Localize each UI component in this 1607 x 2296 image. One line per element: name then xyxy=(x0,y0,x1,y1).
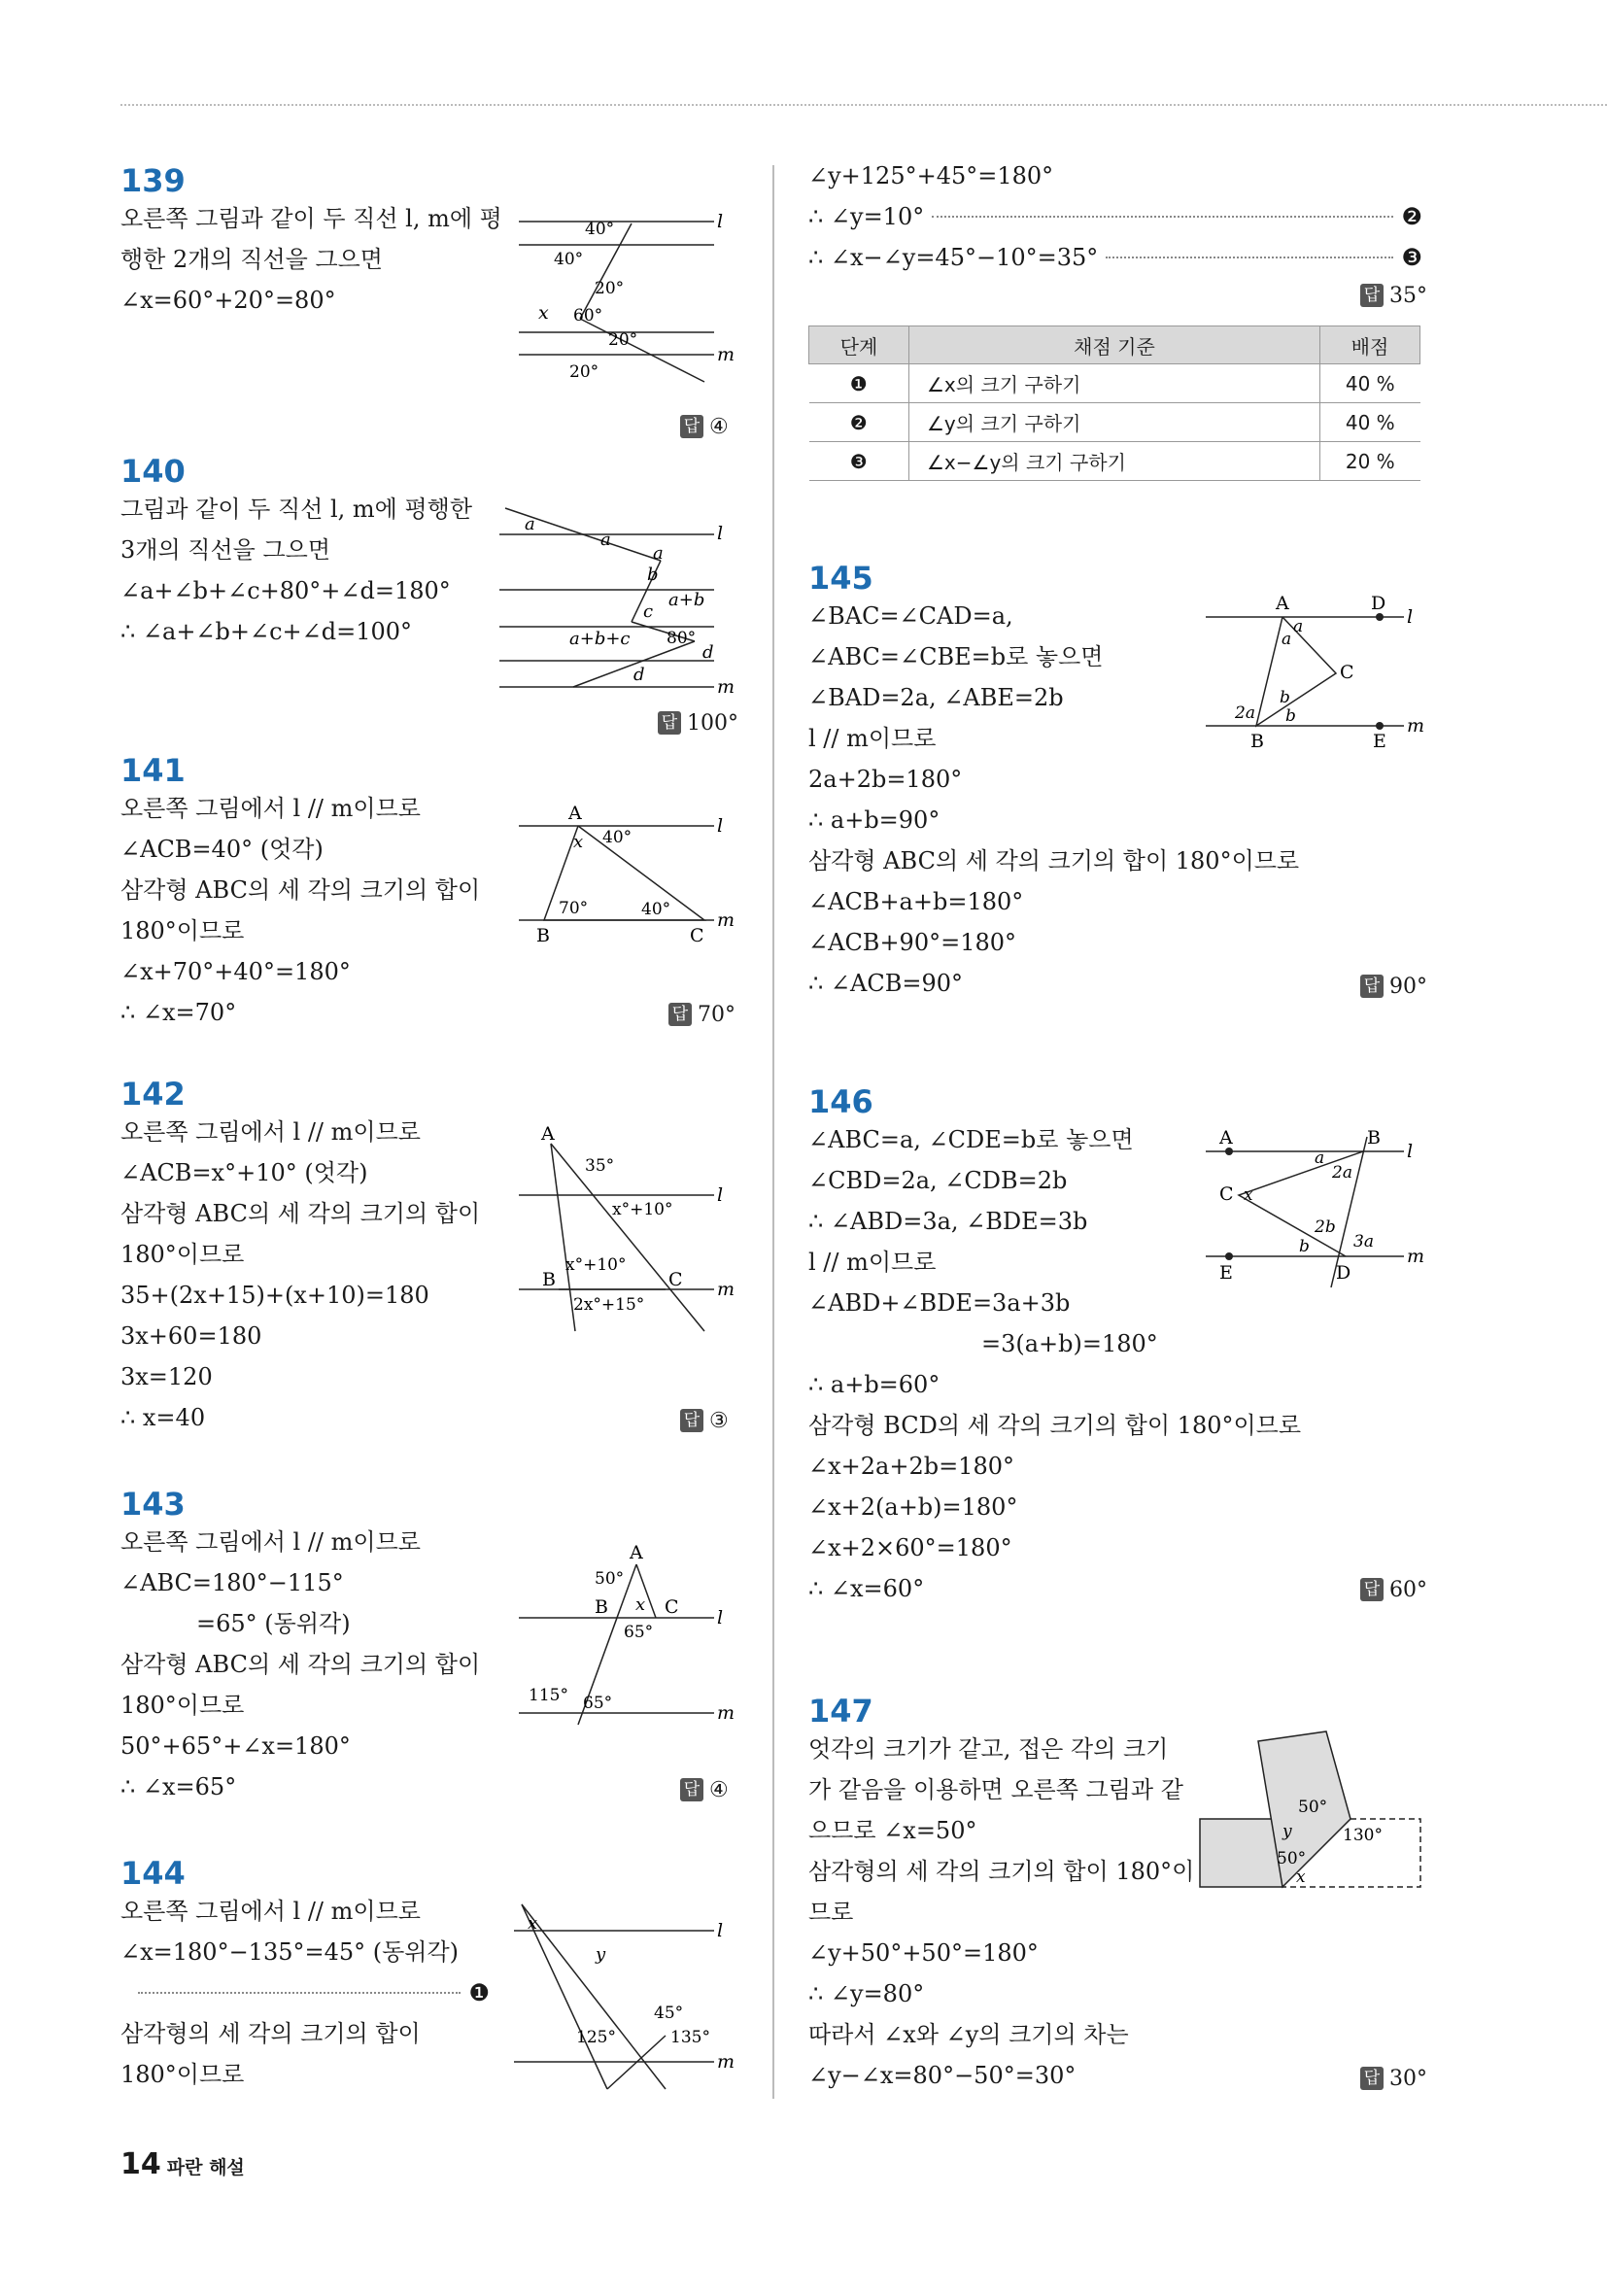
problem-number: 144 xyxy=(120,1855,186,1892)
solution-line: ∴ ∠x=60° xyxy=(808,1575,925,1602)
figure-140 xyxy=(496,500,738,700)
fig-label: l xyxy=(717,1184,724,1206)
fig-label: A xyxy=(541,1123,555,1145)
figure-146 xyxy=(1200,1117,1433,1302)
fig-label: c xyxy=(643,601,654,622)
problem-147 xyxy=(808,1694,1194,2096)
fig-label: x°+10° xyxy=(612,1200,673,1219)
solution-line: 오른쪽 그림에서 l // m이므로 xyxy=(120,1898,421,1925)
book-title: 파란 해설 xyxy=(166,2157,245,2178)
fig-label: B xyxy=(1250,731,1264,752)
fig-label: m xyxy=(717,676,735,698)
problem-144 xyxy=(120,1856,490,2095)
solution-line: ∴ ∠y=80° xyxy=(808,1980,925,2007)
problem-141 xyxy=(120,753,480,1033)
solution-line: ∠ACB=40° (엇각) xyxy=(120,836,324,863)
fig-label: a xyxy=(1293,617,1304,636)
fig-label: 2b xyxy=(1315,1217,1336,1237)
answer-value: 30° xyxy=(1389,2067,1427,2091)
step-marker: ❸ xyxy=(1401,244,1422,271)
solution-line: 삼각형의 세 각의 크기의 합이 xyxy=(120,2020,421,2047)
solution-line: 오른쪽 그림과 같이 두 직선 l, m에 평 xyxy=(120,205,502,232)
answer-143: 답 ④ xyxy=(680,1778,729,1802)
solution-line: ∴ ∠x=70° xyxy=(120,999,237,1026)
fig-label: l xyxy=(1407,606,1414,628)
answer-139: 답 ④ xyxy=(680,415,729,439)
fig-label: y xyxy=(1282,1822,1292,1841)
fig-label: 2x°+15° xyxy=(573,1295,645,1315)
problem-142 xyxy=(120,1077,480,1438)
solution-line: 행한 2개의 직선을 그으면 xyxy=(120,246,383,273)
fig-label: m xyxy=(717,2051,735,2073)
fig-label: B xyxy=(595,1596,608,1618)
solution-line: 오른쪽 그림에서 l // m이므로 xyxy=(120,795,421,822)
fig-label: 2a xyxy=(1332,1163,1352,1182)
fig-label: B xyxy=(536,925,550,946)
fig-label: a xyxy=(653,543,664,564)
fig-label: A xyxy=(630,1542,643,1563)
solution-line: ∠y+50°+50°=180° xyxy=(808,1939,1039,1967)
solution-line: ∴ ∠a+∠b+∠c+∠d=100° xyxy=(120,618,413,645)
fig-label: l xyxy=(717,1920,724,1941)
answer-145: 답 90° xyxy=(1360,975,1427,999)
fig-label: E xyxy=(1373,731,1386,752)
page-number: 14 xyxy=(120,2147,161,2181)
problem-139 xyxy=(120,163,502,321)
solution-line: =3(a+b)=180° xyxy=(981,1330,1158,1357)
table-cell: ∠x−∠y의 크기 구하기 xyxy=(909,442,1320,481)
solution-line: 180°이므로 xyxy=(120,2061,245,2088)
fig-label: x xyxy=(538,302,549,324)
table-cell: 40 % xyxy=(1320,403,1420,442)
fig-label: 20° xyxy=(608,330,638,350)
solution-line: 삼각형 ABC의 세 각의 크기의 합이 xyxy=(120,1200,481,1227)
fig-label: a xyxy=(600,530,611,550)
page-footer xyxy=(120,2147,245,2181)
solution-line: ∴ ∠ACB=90° xyxy=(808,970,963,997)
fig-label: x°+10° xyxy=(565,1255,627,1275)
fig-label: C xyxy=(690,925,704,946)
table-header: 채점 기준 xyxy=(909,326,1320,364)
solution-line: l // m이므로 xyxy=(808,1249,937,1276)
fig-label: 130° xyxy=(1343,1826,1383,1845)
solution-line: ∠CBD=2a, ∠CDB=2b xyxy=(808,1167,1068,1194)
fig-label: 135° xyxy=(670,2028,710,2047)
fig-label: 115° xyxy=(529,1686,568,1705)
solution-line: 삼각형 ABC의 세 각의 크기의 합이 180°이므로 xyxy=(808,847,1300,874)
solution-line: ∴ ∠x=65° xyxy=(120,1773,237,1800)
answer-value: 90° xyxy=(1389,975,1427,999)
answer-147: 답 30° xyxy=(1360,2067,1427,2091)
table-row xyxy=(809,442,1420,481)
table-cell: 20 % xyxy=(1320,442,1420,481)
solution-line: l // m이므로 xyxy=(808,725,937,752)
step-row xyxy=(808,196,1422,237)
fig-label: 65° xyxy=(583,1694,613,1713)
solution-line: ∠ABC=180°−115° xyxy=(120,1569,344,1596)
fig-label: D xyxy=(1371,593,1386,614)
fig-label: a+b xyxy=(668,590,705,610)
problem-140 xyxy=(120,454,472,652)
fig-label: 70° xyxy=(559,899,589,918)
fig-label: x xyxy=(1296,1868,1306,1887)
solution-line: ∠y+125°+45°=180° xyxy=(808,162,1054,189)
table-header: 배점 xyxy=(1320,326,1420,364)
fig-label: x xyxy=(635,1594,646,1615)
fig-label: A xyxy=(1219,1127,1233,1148)
fig-label: 20° xyxy=(569,362,599,382)
answer-142: 답 ③ xyxy=(680,1409,729,1433)
fig-label: x xyxy=(1244,1185,1253,1205)
solution-line: 50°+65°+∠x=180° xyxy=(120,1732,351,1760)
answer-value: ③ xyxy=(709,1409,729,1433)
fig-label: y xyxy=(596,1944,606,1965)
fig-label: 65° xyxy=(624,1623,654,1642)
problem-number: 141 xyxy=(120,752,186,789)
figure-147 xyxy=(1195,1730,1428,1904)
solution-line: 삼각형의 세 각의 크기의 합이 180°이 xyxy=(808,1858,1195,1885)
solution-line: 삼각형 ABC의 세 각의 크기의 합이 xyxy=(120,876,481,904)
table-cell: ❶ xyxy=(809,364,909,403)
solution-line: 오른쪽 그림에서 l // m이므로 xyxy=(120,1528,421,1556)
problem-number: 146 xyxy=(808,1083,873,1120)
step-row xyxy=(120,1972,490,2013)
table-cell: 40 % xyxy=(1320,364,1420,403)
answer-141: 답 70° xyxy=(668,1003,735,1027)
fig-label: a xyxy=(525,514,535,534)
table-cell: ∠y의 크기 구하기 xyxy=(909,403,1320,442)
solution-line: ∠ACB+90°=180° xyxy=(808,929,1017,956)
solution-line: ∠ACB=x°+10° (엇각) xyxy=(120,1159,368,1186)
problem-number: 140 xyxy=(120,453,186,490)
answer-140: 답 100° xyxy=(658,711,738,736)
solution-line: ∴ ∠ABD=3a, ∠BDE=3b xyxy=(808,1208,1088,1235)
problem-143 xyxy=(120,1487,480,1807)
fig-label: B xyxy=(542,1269,556,1290)
fig-label: b xyxy=(647,565,659,585)
step-marker: ❷ xyxy=(1401,203,1422,230)
answer-144: 답 35° xyxy=(1360,284,1427,308)
solution-line: 엇각의 크기가 같고, 접은 각의 크기 xyxy=(808,1735,1169,1763)
problem-144-continued xyxy=(808,155,1422,278)
step-marker: ❶ xyxy=(468,1979,490,2006)
solution-line: ∠a+∠b+∠c+80°+∠d=180° xyxy=(120,577,451,604)
fig-label: 45° xyxy=(654,2004,684,2023)
solution-line: 180°이므로 xyxy=(120,917,245,944)
solution-line: 가 같음을 이용하면 오른쪽 그림과 같 xyxy=(808,1776,1183,1803)
fig-label: 125° xyxy=(576,2028,616,2047)
problem-number: 143 xyxy=(120,1486,186,1523)
solution-line: 그림과 같이 두 직선 l, m에 평행한 xyxy=(120,496,473,523)
fig-label: 40° xyxy=(585,220,615,239)
answer-value: 70° xyxy=(698,1003,735,1027)
answer-value: 60° xyxy=(1389,1578,1427,1602)
solution-line: 3x+60=180 xyxy=(120,1322,262,1350)
fig-label: 40° xyxy=(641,900,671,919)
fig-label: 20° xyxy=(595,279,625,298)
figure-142 xyxy=(515,1122,738,1341)
fig-label: m xyxy=(717,1279,735,1300)
fig-label: m xyxy=(1407,1246,1425,1267)
header-divider xyxy=(120,104,1607,106)
fig-label: x xyxy=(573,832,584,852)
solution-line: ∠y−∠x=80°−50°=30° xyxy=(808,2062,1077,2089)
fig-label: l xyxy=(1407,1141,1414,1162)
fig-label: A xyxy=(568,803,582,824)
fig-label: d xyxy=(633,665,645,685)
problem-number: 139 xyxy=(120,162,186,199)
solution-line: 3x=120 xyxy=(120,1363,213,1390)
solution-line: ∠x=180°−135°=45° (동위각) xyxy=(120,1938,460,1966)
solution-line: ∠BAD=2a, ∠ABE=2b xyxy=(808,684,1064,711)
fig-label: 2a xyxy=(1235,703,1255,723)
solution-line: 180°이므로 xyxy=(120,1241,245,1268)
table-row xyxy=(809,364,1420,403)
problem-number: 147 xyxy=(808,1693,873,1730)
fig-label: B xyxy=(1367,1127,1381,1148)
fig-label: x xyxy=(528,1913,538,1934)
answer-value: ④ xyxy=(709,415,729,439)
step-text: ∴ ∠x−∠y=45°−10°=35° xyxy=(808,244,1099,271)
table-cell: ❸ xyxy=(809,442,909,481)
solution-line: ∠x=60°+20°=80° xyxy=(120,287,336,314)
solution-line: ∠x+70°+40°=180° xyxy=(120,958,351,985)
solution-line: ∴ a+b=60° xyxy=(808,1371,940,1398)
fig-label: m xyxy=(717,1702,735,1724)
solution-line: ∠x+2×60°=180° xyxy=(808,1534,1012,1561)
solution-line: ∴ a+b=90° xyxy=(808,806,940,834)
fig-label: D xyxy=(1336,1262,1351,1284)
fig-label: 80° xyxy=(667,629,697,648)
table-row xyxy=(809,403,1420,442)
fig-label: a xyxy=(1315,1148,1325,1168)
figure-144 xyxy=(510,1900,743,2094)
solution-line: ∠ABD+∠BDE=3a+3b xyxy=(808,1289,1071,1317)
step-text: ∴ ∠y=10° xyxy=(808,203,925,230)
solution-line: 으므로 ∠x=50° xyxy=(808,1817,977,1844)
solution-line: ∠ACB+a+b=180° xyxy=(808,888,1024,915)
answer-value: ④ xyxy=(709,1778,729,1802)
figure-139 xyxy=(515,204,738,398)
solution-line: 3개의 직선을 그으면 xyxy=(120,536,330,564)
fig-label: m xyxy=(1407,715,1425,737)
fig-label: l xyxy=(717,1607,724,1628)
solution-line: ∠BAC=∠CAD=a, xyxy=(808,602,1013,630)
table-cell: ❷ xyxy=(809,403,909,442)
answer-value: 100° xyxy=(687,711,738,736)
fig-label: l xyxy=(717,211,724,232)
solution-line: ∴ x=40 xyxy=(120,1404,206,1431)
problem-number: 142 xyxy=(120,1076,186,1113)
answer-value: 35° xyxy=(1389,284,1427,308)
fig-label: E xyxy=(1219,1262,1233,1284)
fig-label: m xyxy=(717,344,735,365)
fig-label: b xyxy=(1285,706,1296,726)
fig-label: m xyxy=(717,909,735,931)
fig-label: 35° xyxy=(585,1156,615,1176)
solution-line: 삼각형 ABC의 세 각의 크기의 합이 xyxy=(120,1651,481,1678)
fig-label: l xyxy=(717,523,724,544)
solution-line: ∠ABC=∠CBE=b로 놓으면 xyxy=(808,643,1104,670)
fig-label: C xyxy=(665,1596,679,1618)
fig-label: l xyxy=(717,815,724,837)
solution-line: =65° (동위각) xyxy=(196,1610,351,1637)
fig-label: 60° xyxy=(573,306,603,326)
fig-label: C xyxy=(1219,1183,1234,1205)
figure-141 xyxy=(515,802,738,947)
fig-label: b xyxy=(1299,1237,1310,1256)
solution-line: 35+(2x+15)+(x+10)=180 xyxy=(120,1282,429,1309)
fig-label: 50° xyxy=(595,1569,625,1589)
fig-label: a+b+c xyxy=(569,629,631,649)
fig-label: 40° xyxy=(602,828,633,847)
fig-label: A xyxy=(1276,593,1289,614)
solution-line: ∠x+2(a+b)=180° xyxy=(808,1493,1018,1521)
fig-label: C xyxy=(1340,662,1354,683)
problem-number: 145 xyxy=(808,560,873,597)
answer-146: 답 60° xyxy=(1360,1578,1427,1602)
solution-line: 므로 xyxy=(808,1899,854,1926)
fig-label: C xyxy=(668,1269,683,1290)
fig-label: 40° xyxy=(554,250,584,269)
solution-line: 삼각형 BCD의 세 각의 크기의 합이 180°이므로 xyxy=(808,1412,1302,1439)
solution-line: 따라서 ∠x와 ∠y의 크기의 차는 xyxy=(808,2021,1129,2048)
fig-label: 50° xyxy=(1277,1849,1307,1868)
fig-label: d xyxy=(702,642,714,663)
table-cell: ∠x의 크기 구하기 xyxy=(909,364,1320,403)
step-row xyxy=(808,237,1422,278)
solution-line: ∠x+2a+2b=180° xyxy=(808,1453,1014,1480)
solution-line: ∠ABC=a, ∠CDE=b로 놓으면 xyxy=(808,1126,1134,1153)
fig-label: 3a xyxy=(1353,1232,1374,1251)
figure-145 xyxy=(1200,588,1433,763)
table-header-row xyxy=(809,326,1420,364)
column-divider xyxy=(772,165,774,2099)
fig-label: 50° xyxy=(1298,1798,1328,1817)
solution-line: 2a+2b=180° xyxy=(808,766,963,793)
fig-label: a xyxy=(1282,630,1292,649)
solution-line: 오른쪽 그림에서 l // m이므로 xyxy=(120,1118,421,1146)
table-header: 단계 xyxy=(809,326,909,364)
fig-label: b xyxy=(1280,688,1290,707)
solution-line: 180°이므로 xyxy=(120,1692,245,1719)
figure-143 xyxy=(515,1535,738,1730)
grading-table xyxy=(808,326,1420,481)
